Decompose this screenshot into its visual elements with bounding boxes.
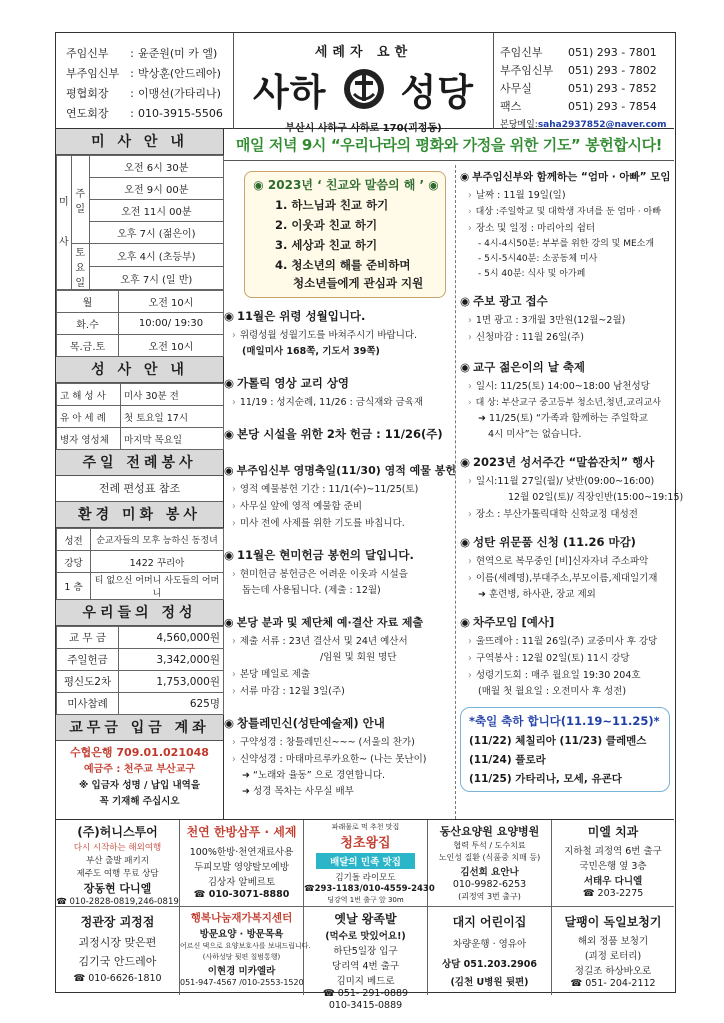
contact-row: 부주임신부 051) 293 - 7802 — [500, 63, 657, 77]
account-info — [56, 741, 223, 810]
year-theme-title: ◉ 2023년 ‘ 친교와 말씀의 해 ’ ◉ — [253, 178, 439, 192]
news-item: ◉ 창틀레민신(성탄예술제) 안내 › 구약성경 : 창틀레민신~~~ (서울의 찬가) › 신약성경 : 마태마르루카요한~ (나는 못난이) ➜ “노래와 율동” 으로 경연합니다. ➜ 성경 목차는 사무실 배부 — [224, 716, 427, 797]
weekday-label: 화.수 — [57, 313, 119, 335]
mass-time: 오전 9시 00분 — [89, 178, 223, 200]
parish-title-b: 성당 — [400, 71, 474, 114]
year-theme-box: ◉ 2023년 ‘ 친교와 말씀의 해 ’ ◉ 1. 하느님과 친교 하기 2. 이웃과 친교 하기 3. 세상과 친교 하기 4. 청소년의 해를 준비하며 청소년들에게 관심과 지원 — [244, 171, 446, 298]
news-item: ◉ 본당 분과 및 제단체 예·결산 자료 제출 › 제출 서류 : 23년 결산서 및 24년 예산서 /임원 및 회원 명단 › 본당 메일로 제출 › 서류 마감 : 12월 3일(주) — [224, 616, 424, 697]
parish-title-block — [234, 33, 494, 134]
account-owner: 예금주 : 천주교 부산교구 — [83, 764, 196, 775]
offering-title: 우리들의 정성 — [56, 600, 223, 626]
environment-title: 환경 미화 봉사 — [56, 502, 223, 528]
contact-row: 주임신부 051) 293 - 7801 — [500, 45, 657, 59]
news-item: ◉ 11월은 현미헌금 봉헌의 달입니다. › 현미헌금 봉헌금은 어려운 이웃과 시설을 돕는데 사용됩니다. (제출 : 12월) — [224, 548, 414, 596]
news-column-right — [460, 165, 684, 792]
bulletin-header — [56, 33, 674, 134]
ad-tile[interactable]: 미엘 치과 지하철 괴정역 6번 출구 국민은행 옆 3층 서태우 다니엘 ☎ 203-2275 — [552, 820, 674, 907]
ad-tile[interactable]: 파래물로 먹 추천 맛집 청초왕집 배달의 민족 맛집 김기돌 라이모도 ☎293-1183/010-4559-2430 딩강역 1번 출구 앞 30m — [304, 820, 428, 907]
ad-tile[interactable]: (주)허니스투어 다시 시작하는 해외여행 부산 출발 패키지 제주도 여행 무료 상담 장동현 다니엘 ☎ 010-2828-0819,246-0819 — [56, 820, 180, 907]
clergy-row: 연도회장 : 010-3915-5506 — [66, 106, 223, 120]
clergy-row: 주임신부 : 윤준원(미 카 엘) — [66, 46, 218, 60]
news-item: ◉ 주보 광고 접수 › 1면 광고 : 3개월 3만원(12월~2월) › 신청마감 : 11월 26일(주) — [460, 294, 626, 343]
feast-title: *축일 축하 합니다(11.19~11.25)* — [469, 714, 660, 728]
saturday-label: 토요일 — [71, 244, 89, 290]
mass-time: 오후 7시 (젊은이) — [89, 222, 223, 244]
sunday-label: 주일 — [71, 156, 89, 244]
parish-title — [234, 62, 493, 116]
liturgy-title: 주일 전례봉사 — [56, 450, 223, 476]
parish-email: 본당메일:saha2937852@naver.com — [500, 120, 667, 130]
news-item: ◉ 교구 젊은이의 날 축제 › 일시: 11/25(토) 14:00~18:00 남천성당 › 대 상: 부산교구 중고등부 청소년,청년,교리교사 ➜ 11/25(토) “가족과 함께하는 주일학교 4시 미사”는 없습니다. — [460, 360, 661, 440]
news-item: ◉ 가톨릭 영상 교리 상영 › 11/19 : 성지순례, 11/26 : 금식재와 금육재 — [224, 376, 424, 408]
main-news-area — [224, 129, 684, 819]
account-number: 수협은행 709.01.021048 — [70, 746, 209, 759]
column-divider — [455, 165, 456, 819]
mass-side-label: 미 사 — [57, 156, 72, 290]
ad-tile[interactable]: 동산요양원 요양병원 협력 투석 / 도수치료 노인성 질환 (식품중 치매 등) 김선희 요안나 010-9982-6253 (괴정역 3번 출구) — [428, 820, 552, 907]
news-item: ◉ 11월은 위령 성월입니다. › 위령성월 성월기도를 바쳐주시기 바랍니다. (매일미사 168쪽, 기도서 39쪽) — [224, 309, 418, 357]
feast-day-box: *축일 축하 합니다(11.19~11.25)* (11/22) 체칠리아 (11/23) 클레멘스 (11/24) 플로라 (11/25) 가타리나, 모세, 유굔다 — [460, 707, 670, 792]
weekday-label: 월 — [57, 291, 119, 313]
prayer-banner: 매일 저녁 9시 “우리나라의 평화와 가정을 위한 기도” 봉헌합시다! — [224, 129, 674, 161]
mass-schedule-title: 미 사 안 내 — [56, 129, 223, 155]
left-info-column — [56, 129, 224, 819]
patron-name: 세례자 요한 — [314, 45, 413, 60]
weekday-mass-table — [56, 290, 224, 357]
news-item: ◉ 부주임신부 영명축일(11/30) 영적 예물 봉헌 › 영적 예물봉헌 기간 : 11/1(수)~11/25(토) › 사무실 앞에 영적 예물함 준비 › 미사 전에 사제를 위한 기도를 바칩니다. — [224, 464, 457, 529]
account-title: 교무금 입금 계좌 — [56, 715, 223, 741]
weekday-time: 오전 10시 — [119, 291, 224, 313]
clergy-list — [56, 33, 234, 129]
news-item: ◉ 성탄 위문품 신청 (11.26 마감) › 현역으로 복무중인 [비]신자자녀 주소파악 › 이름(세례명),부대주소,부모이름,제대일기재 ➜ 훈련병, 하사관, 장교 제외 — [460, 535, 658, 600]
mass-time: 오후 7시 (일 반) — [89, 267, 223, 290]
sacrament-title: 성 사 안 내 — [56, 357, 223, 383]
ad-tile[interactable]: 정관장 괴정점 괴정시장 맞은편 김기국 안드레아 ☎ 010-6626-1810 — [56, 907, 180, 995]
sacrament-table: 고 해 성 사 미사 30분 전 유 아 세 례 첫 토요일 17시 병자 영성체 마지막 목요일 — [56, 383, 224, 450]
contact-list — [494, 33, 674, 129]
mass-schedule-table — [56, 155, 224, 290]
parish-address: 부산시 사하구 사하로 170(괴정동) — [285, 123, 442, 134]
ad-tile[interactable]: 대지 어린이집 차량운행 · 영유아 상담 051.203.2906 (김천 U병원 뒷편) — [428, 907, 552, 995]
account-note: ※ 입금자 성명 / 납입 내역을 — [78, 780, 200, 791]
mass-time: 오후 4시 (초등부) — [89, 244, 223, 267]
account-note: 꼭 기재해 주십시오 — [99, 796, 180, 807]
contact-row: 사무실 051) 293 - 7852 — [500, 81, 657, 95]
environment-table: 성전 순교자들의 모후 능하신 동정녀 강당 1422 꾸리아 1 층 티 없으신 어머니 사도들의 어머니 — [56, 528, 224, 600]
mass-time: 오전 6시 30분 — [89, 156, 223, 178]
contact-row: 팩스 051) 293 - 7854 — [500, 99, 657, 113]
ad-tile[interactable]: 옛날 왕족발 (먹수로 맛있어요!) 하단5일장 입구 당리역 4번 출구 김미지 베드로 ☎ 051- 291-0889 010-3415-0889 — [304, 907, 428, 995]
news-item: ◉ 2023년 성서주간 “말씀잔치” 행사 › 일시:11월 27일(월)/ 낮반(09:00~16:00) 12월 02일(토)/ 직장인반(15:00~19:15) › 장소 : 부산가톨릭대학 신학교정 대성전 — [460, 455, 684, 520]
clergy-row: 부주임신부 : 박상훈(안드레아) — [66, 66, 221, 80]
parish-emblem-icon — [343, 68, 385, 110]
bulletin-page — [55, 32, 684, 1011]
ad-tile[interactable]: 행복나눔재가복지센터 방문요양 · 방문목욕 어르신 댁으로 요양보호사를 보내드립니다. (사하성당 뒷편 칠범통행) 이현경 미카엘라 051-947-4567 /010-2553-1520 — [180, 907, 304, 995]
ad-tile[interactable]: 달팽이 독일보청기 해외 정품 보청기 (괴정 로터리) 정길조 하상바오로 ☎ 051- 204-2112 — [564, 915, 662, 989]
mass-time: 오전 11시 00분 — [89, 200, 223, 222]
news-item: ◉ 차주모임 [예사] › 울뜨레아 : 11월 26일(주) 교중미사 후 강당 › 구역봉사 : 12월 02일(토) 11시 강당 › 성령기도회 : 매주 월요일 19:30 204호 (매월 첫 월요일 : 오전미사 후 성전) — [460, 615, 658, 697]
advertisement-grid — [56, 819, 674, 1011]
ad-tile[interactable]: 천연 한방삼푸 · 세제 100%한방·천연재료사용 두피모발 영양탈모예방 김상자 알베르토 ☎ 010-3071-8880 — [180, 820, 304, 907]
news-item: ◉ 본당 시설을 위한 2차 헌금 : 11/26(주) — [224, 427, 443, 441]
news-item: ◉ 부주임신부와 함께하는 “엄마 · 아빠” 모임 › 날짜 : 11월 19일(일) › 대상 :주일학교 및 대학생 자녀를 둔 엄마 · 아빠 › 장소 및 일정 : 마리아의 쉼터 - 4시-4시50분: 부부를 위한 강의 및 ME소개 - 5시-5시40분: 소공동체 미사 - 5시 40분: 식사 및 아가페 — [460, 171, 671, 279]
weekday-label: 목.금.토 — [57, 335, 119, 357]
news-column-left — [224, 165, 457, 797]
email-link[interactable]: saha2937852@naver.com — [537, 120, 667, 130]
liturgy-note: 전례 편성표 참조 — [56, 476, 223, 502]
clergy-row: 평협회장 : 이맹선(가타리나) — [66, 86, 221, 100]
weekday-time: 10:00/ 19:30 — [119, 313, 224, 335]
parish-title-a: 사하 — [253, 71, 327, 114]
offering-table: 교 무 금 4,560,000원 주일헌금 3,342,000원 평신도2차 1,753,000원 미사참례 625명 — [56, 626, 224, 715]
weekday-time: 오전 10시 — [119, 335, 224, 357]
